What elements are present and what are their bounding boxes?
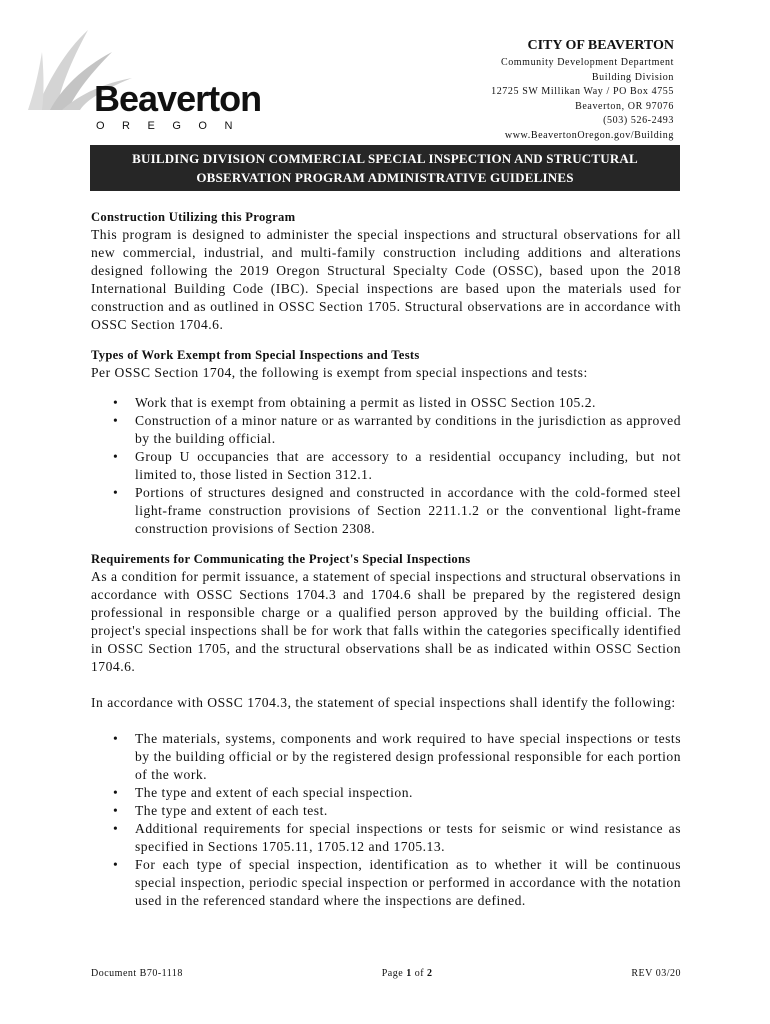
exempt-list (91, 394, 681, 538)
list-item: • The materials, systems, components and work required to have special inspections or tests by the building official or by the registered design professional responsible for each portion of the work. (113, 731, 681, 782)
section-heading: Construction Utilizing this Program (91, 210, 296, 224)
bullet-icon: • (113, 395, 119, 410)
bullet-icon: • (113, 449, 119, 464)
title-line-2: OBSERVATION PROGRAM ADMINISTRATIVE GUIDELINES (196, 170, 574, 185)
bullet-icon: • (113, 485, 119, 500)
list-item: • Group U occupancies that are accessory to a residential occupancy including, but not limited to, those listed in Section 312.1. (113, 449, 681, 482)
list-item: • For each type of special inspection, identification as to whether it will be continuous special inspection, periodic special inspection or performed in accordance with the notation used in the referenced standard where the inspections are defined. (113, 857, 681, 908)
beaverton-logo (28, 22, 268, 132)
logo-state: OREGON (96, 120, 250, 132)
city-name: CITY OF BEAVERTON (527, 38, 674, 53)
department: Community Development Department (500, 57, 674, 68)
list-item: • Portions of structures designed and constructed in accordance with the cold-formed steel light-frame construction provisions of Section 2211.1.2 or the conventional light-frame construction provisions of Section 2308. (113, 485, 681, 536)
page-footer (91, 968, 681, 979)
city-state-zip: Beaverton, OR 97076 (575, 100, 674, 112)
document-number: Document B70-1118 (91, 968, 183, 979)
page-indicator: Page 1 of 2 (381, 968, 433, 979)
bullet-icon: • (113, 731, 119, 746)
bullet-icon: • (113, 821, 119, 836)
bullet-icon: • (113, 857, 119, 872)
street-address: 12725 SW Millikan Way / PO Box 4755 (491, 86, 674, 97)
website-link[interactable]: www.BeavertonOregon.gov/Building (504, 129, 674, 141)
contact-block (491, 38, 674, 143)
document-body (91, 208, 681, 910)
logo-wordmark: Beaverton (94, 78, 262, 119)
section-paragraph: In accordance with OSSC 1704.3, the statement of special inspections shall identify the following: (91, 695, 676, 710)
section-heading: Types of Work Exempt from Special Inspections and Tests (91, 348, 420, 362)
statement-list (91, 730, 681, 910)
list-item: • Additional requirements for special inspections or tests for seismic or wind resistance as specified in Sections 1705.11, 1705.12 and 1705.13. (113, 821, 681, 854)
title-banner (90, 145, 680, 191)
bullet-icon: • (113, 803, 119, 818)
list-item: • The type and extent of each test. (113, 803, 328, 818)
list-item: • Construction of a minor nature or as warranted by conditions in the jurisdiction as approved by the building official. (113, 413, 681, 446)
title-line-1: BUILDING DIVISION COMMERCIAL SPECIAL INSPECTION AND STRUCTURAL (132, 151, 638, 166)
section-heading: Requirements for Communicating the Project's Special Inspections (91, 552, 471, 566)
revision: REV 03/20 (631, 968, 681, 979)
section-paragraph: This program is designed to administer the special inspections and structural observations for all new commercial, industrial, and multi-family construction including additions and alterations designed following the 2019 Oregon Structural Specialty Code (OSSC), based upon the 2018 International Building Code (IBC). Special inspections are based upon the materials used for construction and as outlined in OSSC Section 1705. Structural observations are in accordance with OSSC Section 1704.6. (91, 227, 681, 332)
bullet-icon: • (113, 413, 119, 428)
section-paragraph: Per OSSC Section 1704, the following is exempt from special inspections and tests: (91, 365, 588, 380)
list-item: • The type and extent of each special inspection. (113, 785, 413, 800)
phone: (503) 526-2493 (603, 115, 674, 126)
division: Building Division (591, 71, 674, 83)
section-paragraph: As a condition for permit issuance, a statement of special inspections and structural observations in accordance with OSSC Sections 1704.3 and 1704.6 shall be prepared by the registered design professional in responsible charge or a qualified person approved by the building official. The project's special inspections shall be for work that falls within the categories specifically identified in OSSC Section 1705, and the structural observations shall be as indicated within OSSC Section 1704.6. (91, 569, 681, 674)
bullet-icon: • (113, 785, 119, 800)
list-item: • Work that is exempt from obtaining a permit as listed in OSSC Section 105.2. (113, 395, 596, 410)
